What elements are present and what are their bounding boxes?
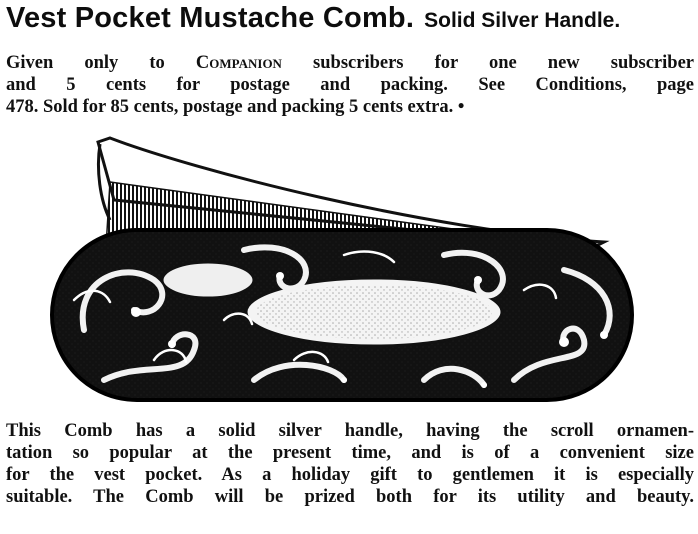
offer-line-3: 478. Sold for 85 cents, postage and packing 5 cents extra. •: [6, 97, 465, 117]
description-line-2: tation so popular at the present time, and is of a convenient size: [6, 443, 694, 463]
silver-handle: [52, 230, 632, 400]
offer-line-2: and 5 cents for postage and packing. See Conditions, page: [6, 75, 694, 95]
title-main: Vest Pocket Mustache Comb.: [6, 2, 415, 34]
title-subtitle: Solid Silver Handle.: [424, 9, 621, 32]
description-line-4: suitable. The Comb will be prized both for its utility and beauty.: [6, 487, 694, 507]
offer-line-1-start: Given only to: [6, 53, 196, 73]
offer-line-1-end: subscribers for one new subscriber: [281, 53, 694, 73]
comb-illustration: [44, 130, 648, 408]
page-title: [6, 2, 696, 38]
description-line-1: This Comb has a solid silver handle, having the scroll ornamen-: [6, 421, 694, 441]
description-paragraph: [6, 420, 694, 508]
description-line-3: for the vest pocket. As a holiday gift to gentlemen it is especially: [6, 465, 694, 485]
offer-line-1: [6, 52, 694, 74]
companion-name: Companion: [195, 53, 282, 73]
offer-paragraph: [6, 52, 694, 118]
